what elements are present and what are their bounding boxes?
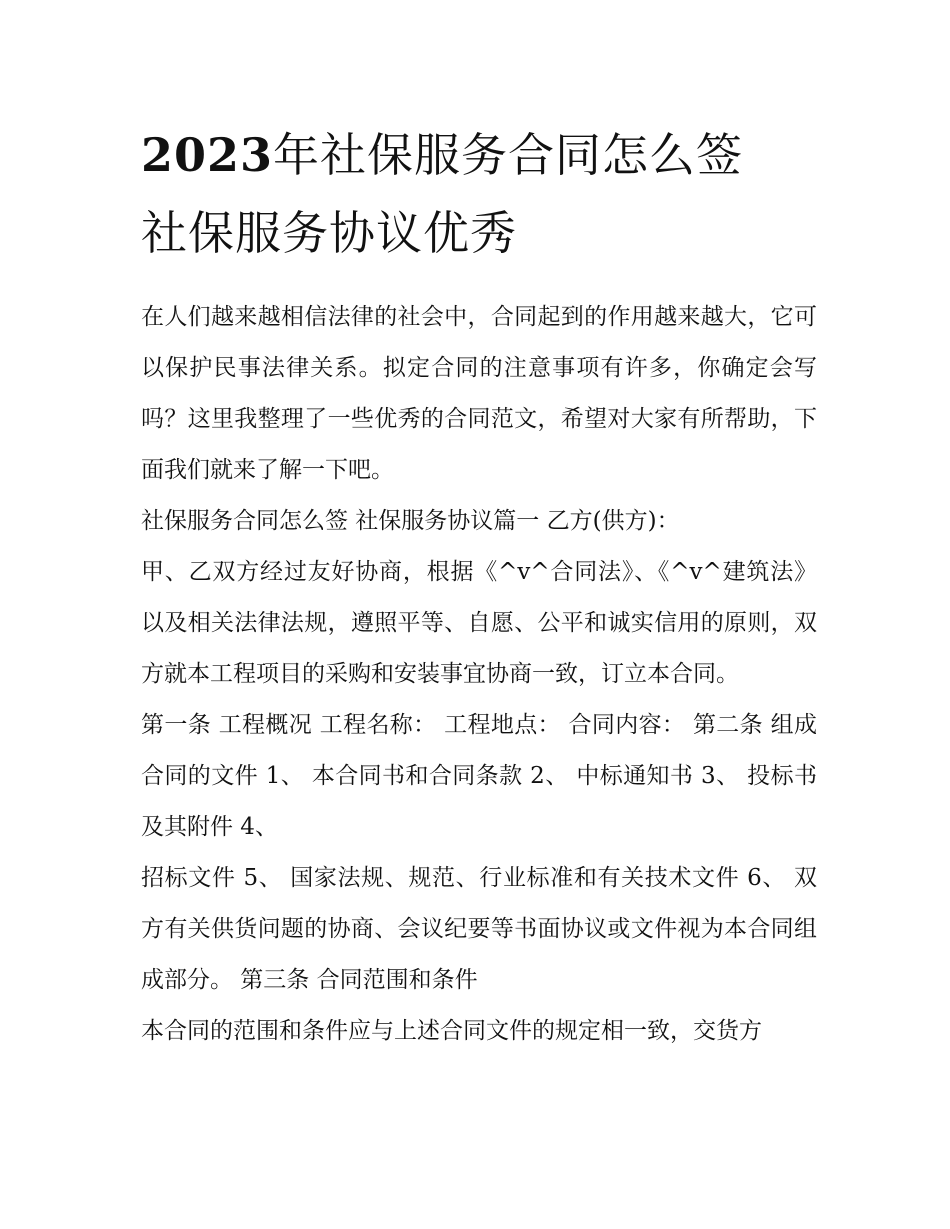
- title-line-2: 社保服务协议优秀: [141, 206, 517, 260]
- paragraph-intro: 在人们越来越相信法律的社会中，合同起到的作用越来越大，它可以保护民事法律关系。拟定合同的注意事项有许多，你确定会写吗？这里我整理了一些优秀的合同范文，希望对大家有所帮助，下面我们就来了解一下吧。: [141, 304, 817, 483]
- title-line-1: [141, 116, 817, 194]
- document-body: [141, 292, 817, 1057]
- document-content: [141, 116, 817, 1057]
- document-title: [141, 116, 817, 272]
- title-year: 2023: [141, 128, 274, 182]
- paragraph-section-heading: 社保服务合同怎么签 社保服务协议篇一 乙方(供方)：: [141, 508, 680, 534]
- title-line-1-text: 年社保服务合同怎么签: [273, 128, 744, 182]
- paragraph-contract-documents: 招标文件 5、 国家法规、规范、行业标准和有关技术文件 6、 双方有关供货问题的协商、会议纪要等书面协议或文件视为本合同组成部分。 第三条 合同范围和条件: [141, 865, 817, 993]
- paragraph-article-1-2: 第一条 工程概况 工程名称： 工程地点： 合同内容： 第二条 组成合同的文件 1、 本合同书和合同条款 2、 中标通知书 3、 投标书及其附件 4、: [141, 712, 817, 840]
- paragraph-preamble: 甲、乙双方经过友好协商，根据《^v^合同法》、《^v^建筑法》以及相关法律法规，遵照平等、自愿、公平和诚实信用的原则，双方就本工程项目的采购和安装事宜协商一致，订立本合同。: [141, 559, 817, 687]
- paragraph-scope: 本合同的范围和条件应与上述合同文件的规定相一致，交货方: [141, 1018, 762, 1044]
